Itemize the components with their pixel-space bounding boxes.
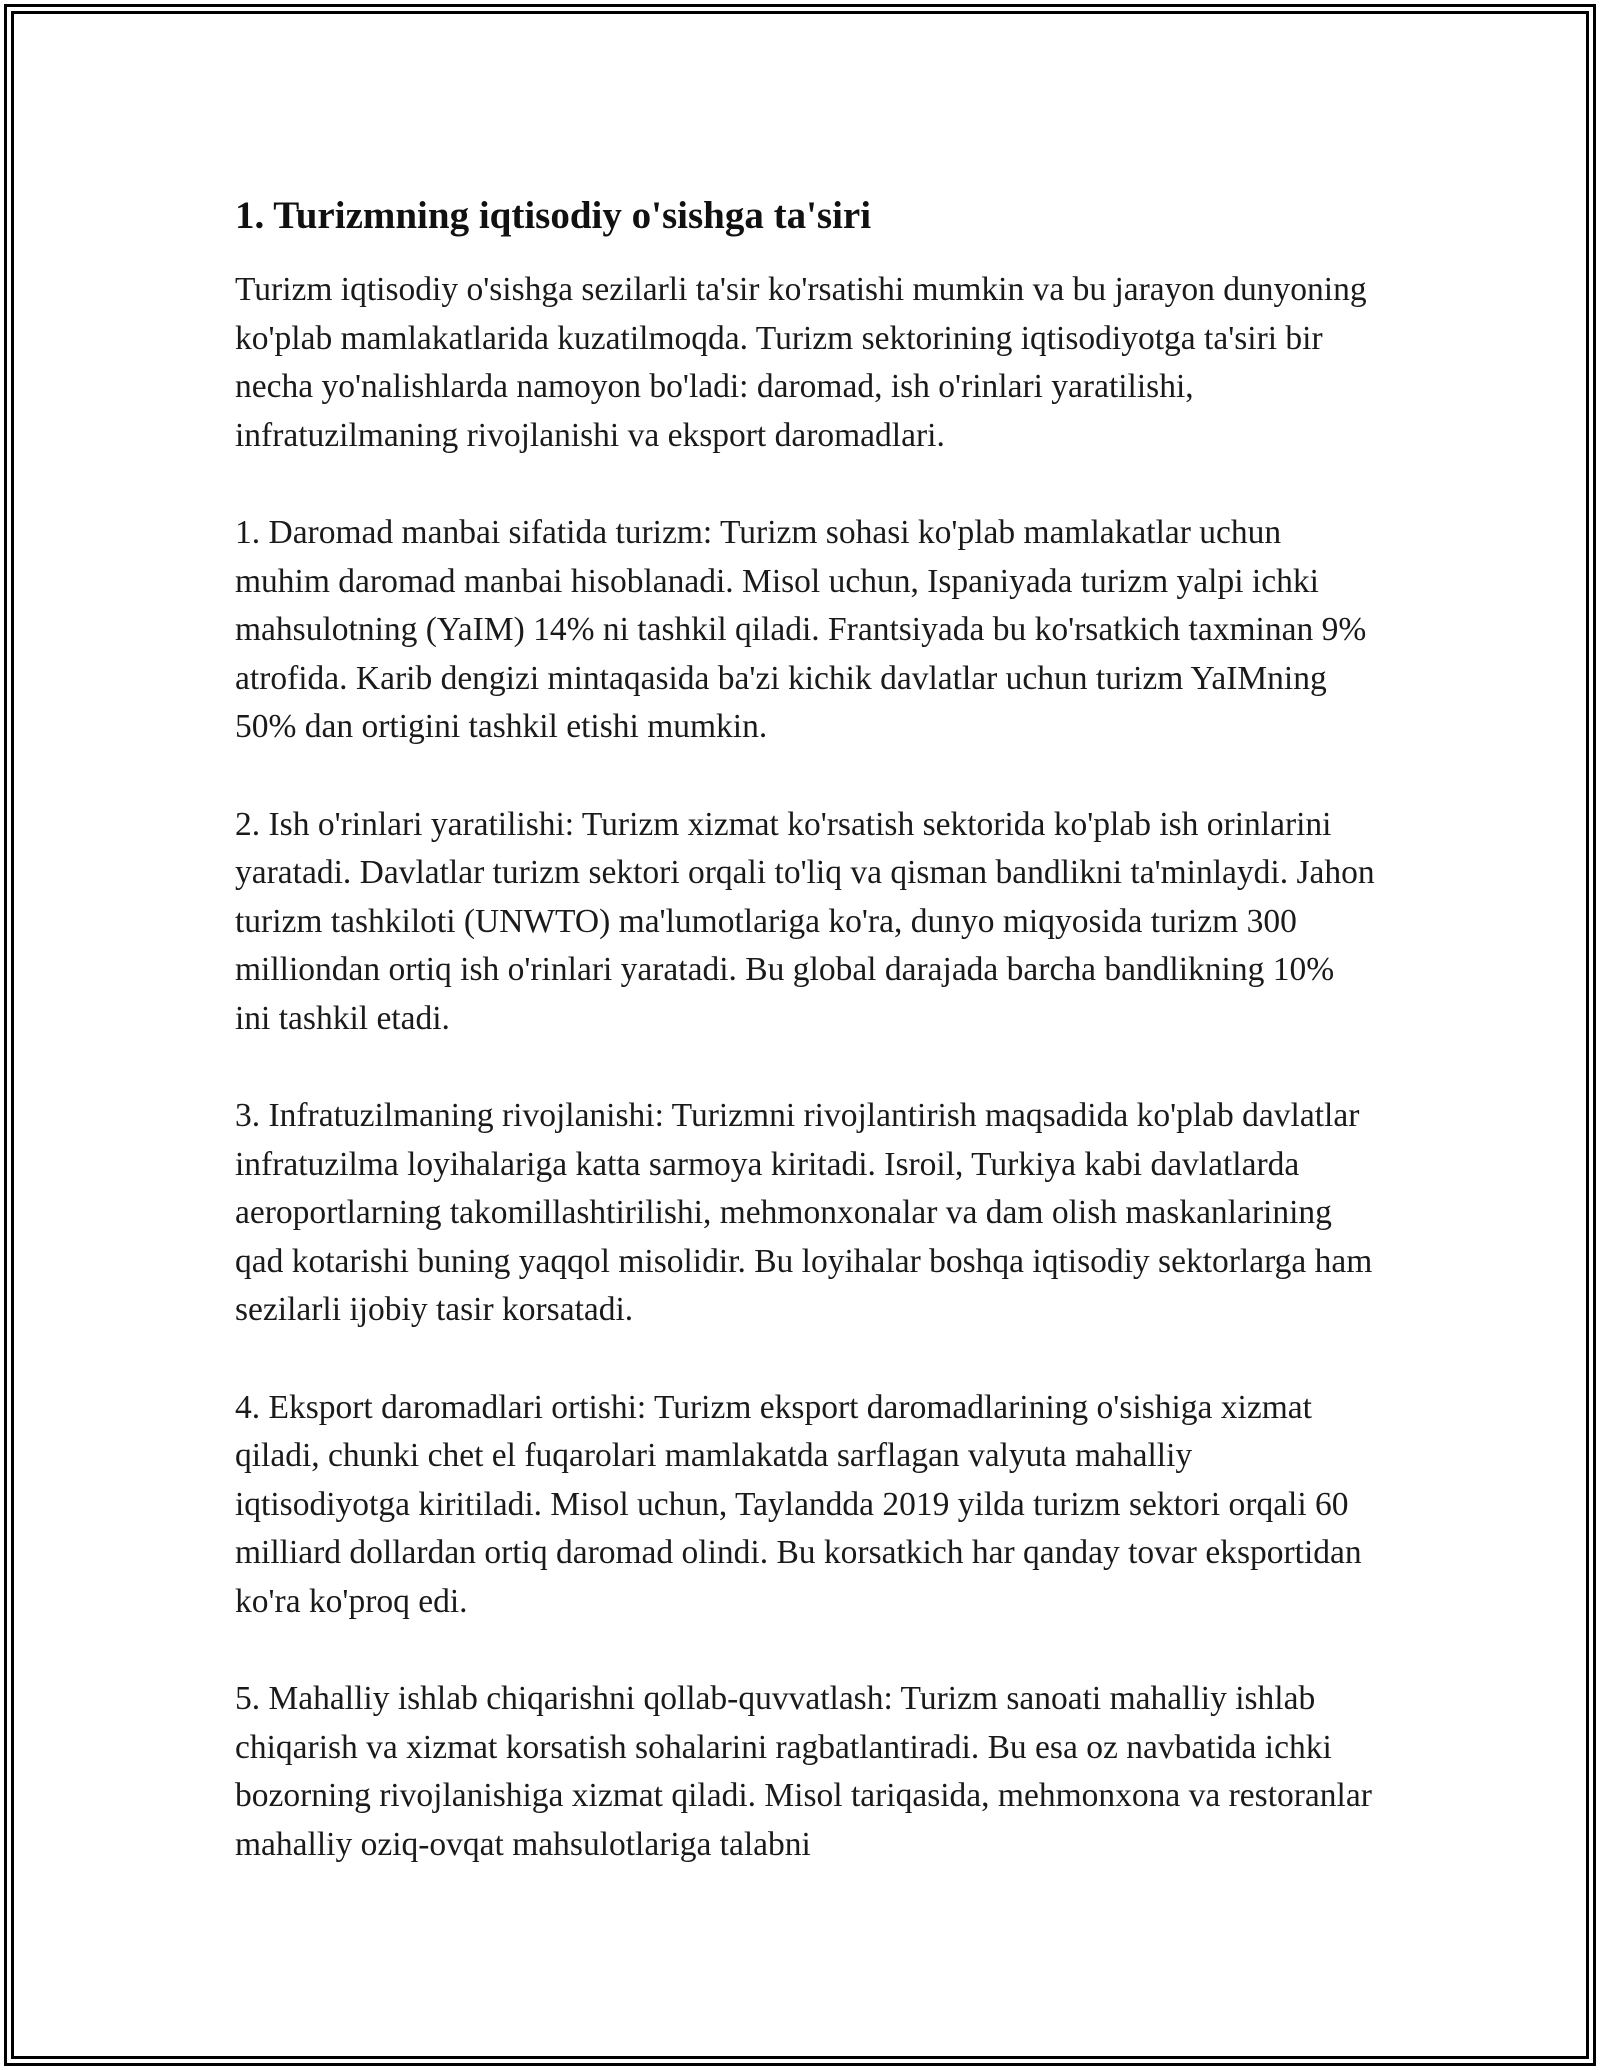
document-body xyxy=(235,190,1375,1870)
intro-paragraph: Turizm iqtisodiy o'sishga sezilarli ta'sir ko'rsatishi mumkin va bu jarayon dunyoning ko'plab mamlakatlarida kuzatilmoqda. Turizm sektorining iqtisodiyotga ta'siri bir necha yo'nalishlarda namoyon bo'ladi: daromad, ish o'rinlari yaratilishi, infratuzilmaning rivojlanishi va eksport daromadlari. xyxy=(235,271,1367,454)
paragraph-export-income: 4. Eksport daromadlari ortishi: Turizm eksport daromadlarining o'sishiga xizmat qiladi, chunki chet el fuqarolari mamlakatda sarflagan valyuta mahalliy iqtisodiyotga kiritiladi. Misol uchun, Taylandda 2019 yilda turizm sektori orqali 60 milliard dollardan ortiq daromad olindi. Bu korsatkich har qanday tovar eksportidan ko'ra ko'proq edi. xyxy=(235,1388,1362,1621)
paragraph-local-production: 5. Mahalliy ishlab chiqarishni qollab-quvvatlash: Turizm sanoati mahalliy ishlab chiqarish va xizmat korsatish sohalarini ragbatlantiradi. Bu esa oz navbatida ichki bozorning rivojlanishiga xizmat qiladi. Misol tariqasida, mehmonxona va restoranlar mahalliy oziq-ovqat mahsulotlariga talabni xyxy=(235,1680,1372,1863)
paragraph-income-source: 1. Daromad manbai sifatida turizm: Turizm sohasi ko'plab mamlakatlar uchun muhim daromad manbai hisoblanadi. Misol uchun, Ispaniyada turizm yalpi ichki mahsulotning (YaIM) 14% ni tashkil qiladi. Frantsiyada bu ko'rsatkich taxminan 9% atrofida. Karib dengizi mintaqasida ba'zi kichik davlatlar uchun turizm YaIMning 50% dan ortigini tashkil etishi mumkin. xyxy=(235,513,1367,746)
paragraph-job-creation: 2. Ish o'rinlari yaratilishi: Turizm xizmat ko'rsatish sektorida ko'plab ish orinlarini yaratadi. Davlatlar turizm sektori orqali to'liq va qisman bandlikni ta'minlaydi. Jahon turizm tashkiloti (UNWTO) ma'lumotlariga ko'ra, dunyo miqyosida turizm 300 milliondan ortiq ish o'rinlari yaratadi. Bu global darajada barcha bandlikning 10% ini tashkil etadi. xyxy=(235,805,1375,1037)
paragraph-infrastructure: 3. Infratuzilmaning rivojlanishi: Turizmni rivojlantirish maqsadida ko'plab davlatlar infratuzilma loyihalariga katta sarmoya kiritadi. Isroil, Turkiya kabi davlatlarda aeroportlarning takomillashtirilishi, mehmonxonalar va dam olish maskanlarining qad kotarishi buning yaqqol misolidir. Bu loyihalar boshqa iqtisodiy sektorlarga ham sezilarli ijobiy tasir korsatadi. xyxy=(235,1097,1373,1329)
section-heading: 1. Turizmning iqtisodiy o'sishga ta'siri xyxy=(235,194,872,237)
